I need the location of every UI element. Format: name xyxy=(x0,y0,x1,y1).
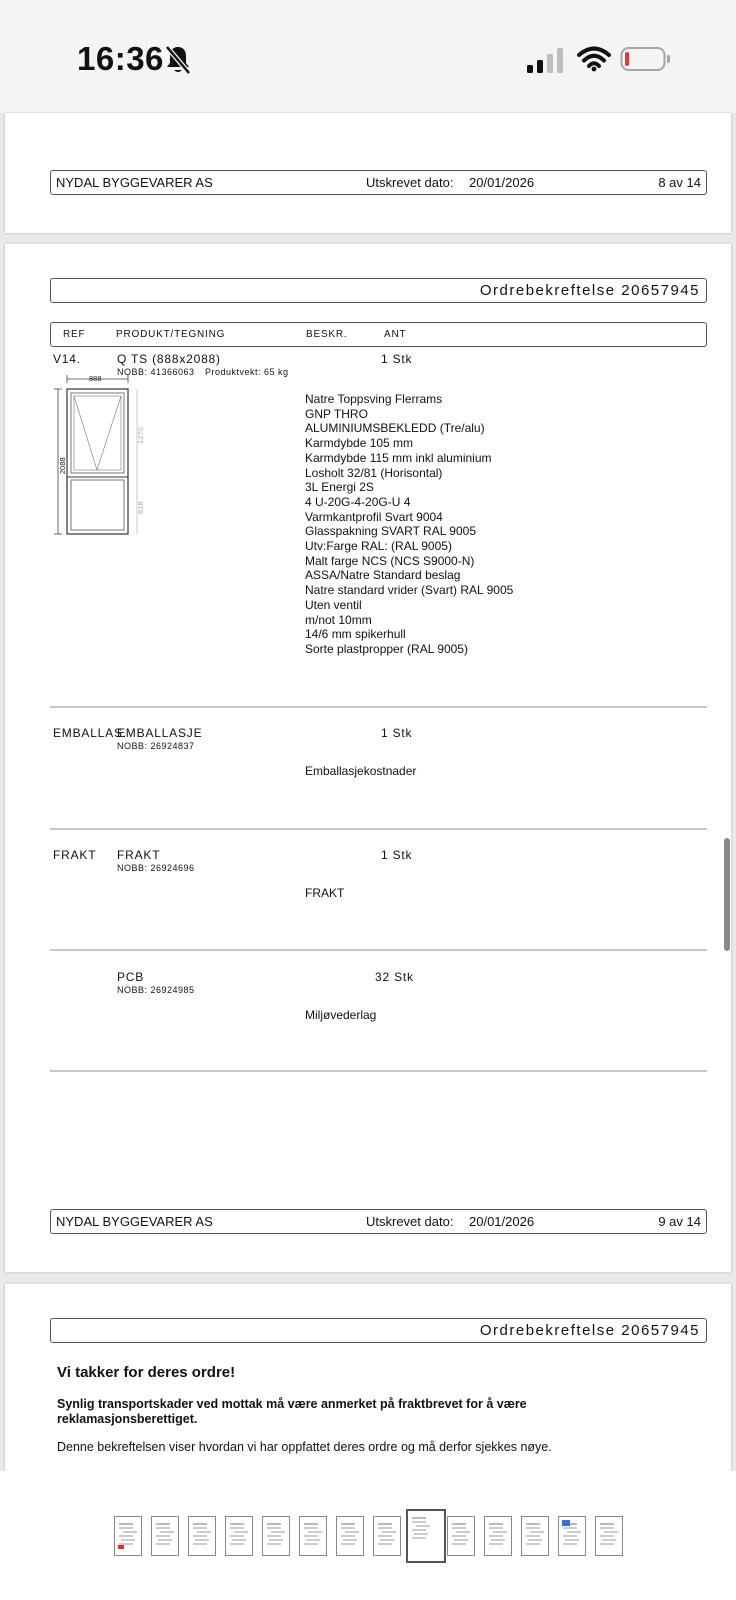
item-description xyxy=(305,392,513,657)
item-desc: FRAKT xyxy=(305,886,345,900)
page-thumbnail[interactable] xyxy=(114,1516,142,1556)
description-line: Malt farge NCS (NCS S9000-N) xyxy=(305,553,475,568)
description-line: Utv:Farge RAL: (RAL 9005) xyxy=(305,539,452,554)
wifi-icon xyxy=(577,46,611,72)
item-ref: FRAKT xyxy=(53,848,97,862)
page-thumbnail[interactable] xyxy=(188,1516,216,1556)
description-line: Glasspakning SVART RAL 9005 xyxy=(305,524,476,539)
item-ref: V14. xyxy=(53,352,81,366)
page-thumbnail[interactable] xyxy=(336,1516,364,1556)
item-desc: Miljøvederlag xyxy=(305,1008,377,1022)
page-thumbnail[interactable] xyxy=(595,1516,623,1556)
item-nobb: NOBB: 26924837 xyxy=(117,741,195,751)
pdf-page-9 xyxy=(5,244,731,1272)
order-title: Ordrebekreftelse 20657945 xyxy=(479,1322,700,1339)
item-product: Q TS (888x2088) xyxy=(117,352,221,366)
description-line: Karmdybde 115 mm inkl aluminium xyxy=(305,450,492,465)
page-thumbnail[interactable] xyxy=(151,1516,179,1556)
item-nobb: NOBB: 41366063 xyxy=(117,367,195,377)
item-qty: 32 Stk xyxy=(375,970,414,984)
drawing-width-label: 888 xyxy=(89,374,102,383)
page-thumbnail-selected[interactable] xyxy=(406,1509,446,1563)
order-title-box xyxy=(50,278,707,303)
footer-printed-label: Utskrevet dato: xyxy=(366,175,454,190)
item-qty: 1 Stk xyxy=(381,726,413,740)
footer-printed-label: Utskrevet dato: xyxy=(366,1214,454,1229)
item-weight: Produktvekt: 65 kg xyxy=(205,367,289,377)
page-thumbnail[interactable] xyxy=(373,1516,401,1556)
page-thumbnail[interactable] xyxy=(262,1516,290,1556)
item-qty: 1 Stk xyxy=(381,352,413,366)
item-qty: 1 Stk xyxy=(381,848,413,862)
item-nobb: NOBB: 26924985 xyxy=(117,985,195,995)
cellular-signal-icon xyxy=(526,48,564,74)
scrollbar-thumb[interactable] xyxy=(724,838,730,951)
column-header xyxy=(50,322,707,347)
page-thumbnail[interactable] xyxy=(447,1516,475,1556)
confirmation-note: Denne bekreftelsen viser hvordan vi har oppfattet deres ordre og må derfor sjekkes nøye. xyxy=(57,1440,552,1454)
footer-page-number: 9 av 14 xyxy=(658,1214,701,1229)
description-line: Varmkantprofil Svart 9004 xyxy=(305,509,443,524)
bell-muted-icon xyxy=(164,44,192,76)
description-line: 14/6 mm spikerhull xyxy=(305,627,406,642)
item-product: PCB xyxy=(117,970,145,984)
footer-printed-date: 20/01/2026 xyxy=(469,175,535,190)
col-product: PRODUKT/TEGNING xyxy=(116,329,226,340)
door-drawing xyxy=(53,374,153,544)
status-bar xyxy=(0,0,736,113)
battery-low-icon xyxy=(620,46,672,72)
description-line: m/not 10mm xyxy=(305,612,372,627)
description-line: Losholt 32/81 (Horisontal) xyxy=(305,465,443,480)
page-thumbnail[interactable] xyxy=(484,1516,512,1556)
description-line: GNP THRO xyxy=(305,406,368,421)
description-line: ALUMINIUMSBEKLEDD (Tre/alu) xyxy=(305,421,485,436)
transport-warning: Synlig transportskader ved mottak må være anmerket på fraktbrevet for å være reklamasjonsberettiget. xyxy=(57,1397,527,1426)
pdf-page-8 xyxy=(5,113,731,233)
col-desc: BESKR. xyxy=(306,329,348,340)
pdf-page-10 xyxy=(5,1284,731,1484)
description-line: Uten ventil xyxy=(305,597,362,612)
description-line: 4 U-20G-4-20G-U 4 xyxy=(305,494,411,509)
footer-page-number: 8 av 14 xyxy=(658,175,701,190)
col-ref: REF xyxy=(63,329,86,340)
description-line: 3L Energi 2S xyxy=(305,480,374,495)
thanks-heading: Vi takker for deres ordre! xyxy=(57,1364,236,1381)
page-thumbnail[interactable] xyxy=(558,1516,586,1556)
page-thumbnail-strip xyxy=(0,1471,736,1600)
description-line: Natre Toppsving Flerrams xyxy=(305,392,443,406)
page-thumbnail[interactable] xyxy=(299,1516,327,1556)
description-line: Sorte plastpropper (RAL 9005) xyxy=(305,641,468,656)
description-line: Karmdybde 105 mm xyxy=(305,436,414,451)
col-qty: ANT xyxy=(384,329,407,340)
description-line: ASSA/Natre Standard beslag xyxy=(305,568,461,583)
order-title: Ordrebekreftelse 20657945 xyxy=(479,282,700,299)
clock: 16:36 xyxy=(77,40,164,77)
footer-company: NYDAL BYGGEVARER AS xyxy=(56,175,213,190)
item-product: EMBALLASJE xyxy=(117,726,203,740)
item-desc: Emballasjekostnader xyxy=(305,764,417,778)
item-nobb: NOBB: 26924696 xyxy=(117,863,195,873)
drawing-height-label: 2088 xyxy=(58,457,67,474)
drawing-upper-label: 1270 xyxy=(136,427,145,444)
page-thumbnail[interactable] xyxy=(521,1516,549,1556)
order-title-box xyxy=(50,1318,707,1343)
description-line: Natre standard vrider (Svart) RAL 9005 xyxy=(305,583,514,598)
drawing-lower-label: 818 xyxy=(136,501,145,514)
page-footer xyxy=(50,1209,707,1234)
item-product: FRAKT xyxy=(117,848,161,862)
page-footer xyxy=(50,170,707,195)
item-ref: EMBALLAS. xyxy=(53,726,127,740)
footer-company: NYDAL BYGGEVARER AS xyxy=(56,1214,213,1229)
page-thumbnail[interactable] xyxy=(225,1516,253,1556)
footer-printed-date: 20/01/2026 xyxy=(469,1214,535,1229)
